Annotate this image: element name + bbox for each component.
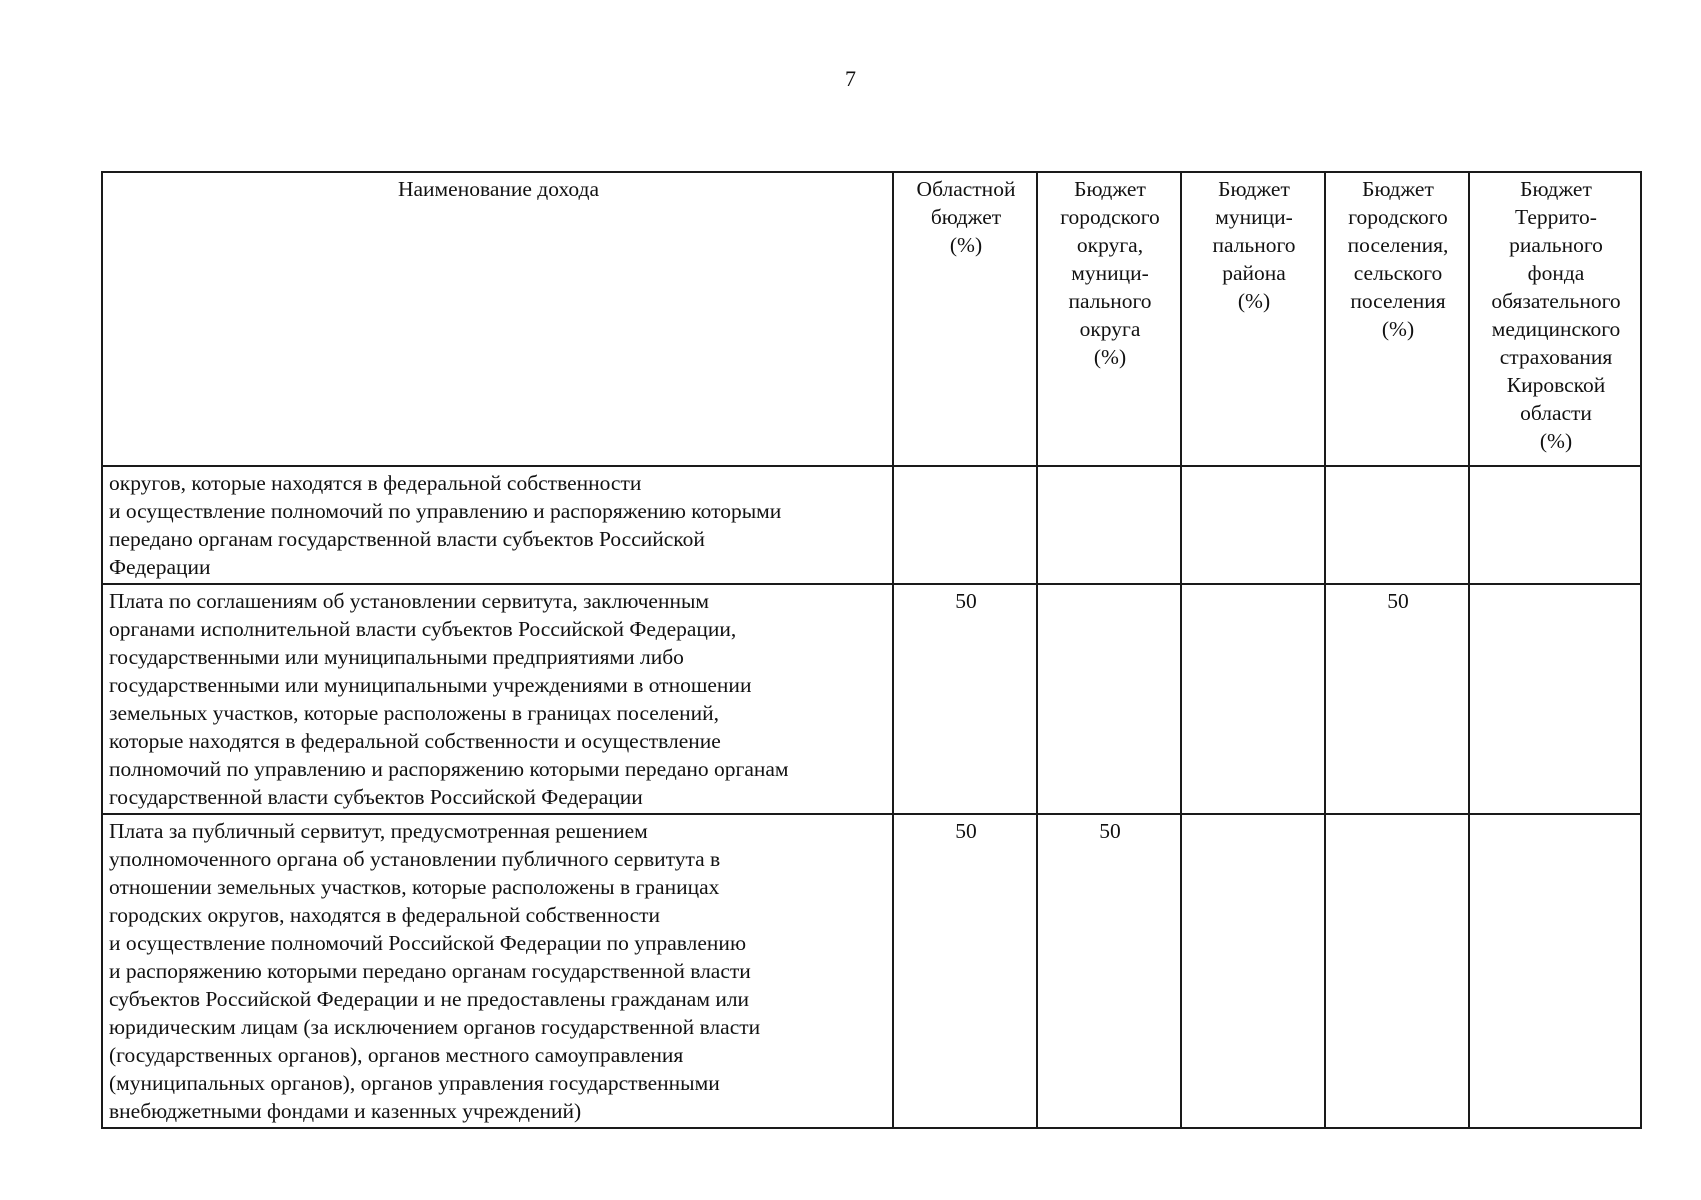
header-settlement-budget-label: Бюджет городского поселения, сельского поселения (%) bbox=[1347, 177, 1449, 341]
table-row bbox=[102, 466, 1641, 584]
income-name-cell: Плата по соглашениям об установлении сервитута, заключенным органами исполнительной власти субъектов Российской Федерации, государственными или муниципальными предприятиями либо государственными или муниципальными учреждениями в отношении земельных участков, которые расположены в границах поселений, которые находятся в федеральной собственности и осуществление полномочий по управлению и распоряжению которыми передано органам государственной власти субъектов Российской Федерации bbox=[102, 584, 893, 814]
city-district-budget-cell: 50 bbox=[1037, 814, 1181, 1128]
header-tfoms-budget bbox=[1469, 172, 1641, 466]
regional-budget-cell: 50 bbox=[893, 584, 1037, 814]
header-settlement-budget bbox=[1325, 172, 1469, 466]
settlement-budget-cell bbox=[1325, 466, 1469, 584]
municipal-district-budget-cell bbox=[1181, 814, 1325, 1128]
settlement-budget-cell bbox=[1325, 814, 1469, 1128]
header-regional-budget bbox=[893, 172, 1037, 466]
table-header-row bbox=[102, 172, 1641, 466]
table-row bbox=[102, 814, 1641, 1128]
header-tfoms-budget-label: Бюджет Террито- риального фонда обязательного медицинского страхования Кировской области (%) bbox=[1491, 177, 1621, 453]
municipal-district-budget-cell bbox=[1181, 584, 1325, 814]
income-distribution-table bbox=[101, 171, 1642, 1129]
city-district-budget-cell bbox=[1037, 466, 1181, 584]
income-name-cell: округов, которые находятся в федеральной собственности и осуществление полномочий по управлению и распоряжению которыми передано органам государственной власти субъектов Российской Федерации bbox=[102, 466, 893, 584]
header-municipal-district-budget-label: Бюджет муници- пального района (%) bbox=[1212, 177, 1296, 313]
header-municipal-district-budget bbox=[1181, 172, 1325, 466]
header-regional-budget-label: Областной бюджет (%) bbox=[916, 177, 1016, 257]
municipal-district-budget-cell bbox=[1181, 466, 1325, 584]
regional-budget-cell bbox=[893, 466, 1037, 584]
tfoms-budget-cell bbox=[1469, 814, 1641, 1128]
page-number: 7 bbox=[845, 66, 856, 91]
regional-budget-cell: 50 bbox=[893, 814, 1037, 1128]
city-district-budget-cell bbox=[1037, 584, 1181, 814]
tfoms-budget-cell bbox=[1469, 584, 1641, 814]
income-name-cell: Плата за публичный сервитут, предусмотренная решением уполномоченного органа об установлении публичного сервитута в отношении земельных участков, которые расположены в границах городских округов, находятся в федеральной собственности и осуществление полномочий Российской Федерации по управлению и распоряжению которыми передано органам государственной власти субъектов Российской Федерации и не предоставлены гражданам или юридическим лицам (за исключением органов государственной власти (государственных органов), органов местного самоуправления (муниципальных органов), органов управления государственными внебюджетными фондами и казенных учреждений) bbox=[102, 814, 893, 1128]
settlement-budget-cell: 50 bbox=[1325, 584, 1469, 814]
header-income-name-label: Наименование дохода bbox=[397, 177, 600, 201]
tfoms-budget-cell bbox=[1469, 466, 1641, 584]
table-row bbox=[102, 584, 1641, 814]
header-income-name bbox=[102, 172, 893, 466]
header-city-district-budget bbox=[1037, 172, 1181, 466]
header-city-district-budget-label: Бюджет городского округа, муници- пального округа (%) bbox=[1060, 177, 1160, 369]
